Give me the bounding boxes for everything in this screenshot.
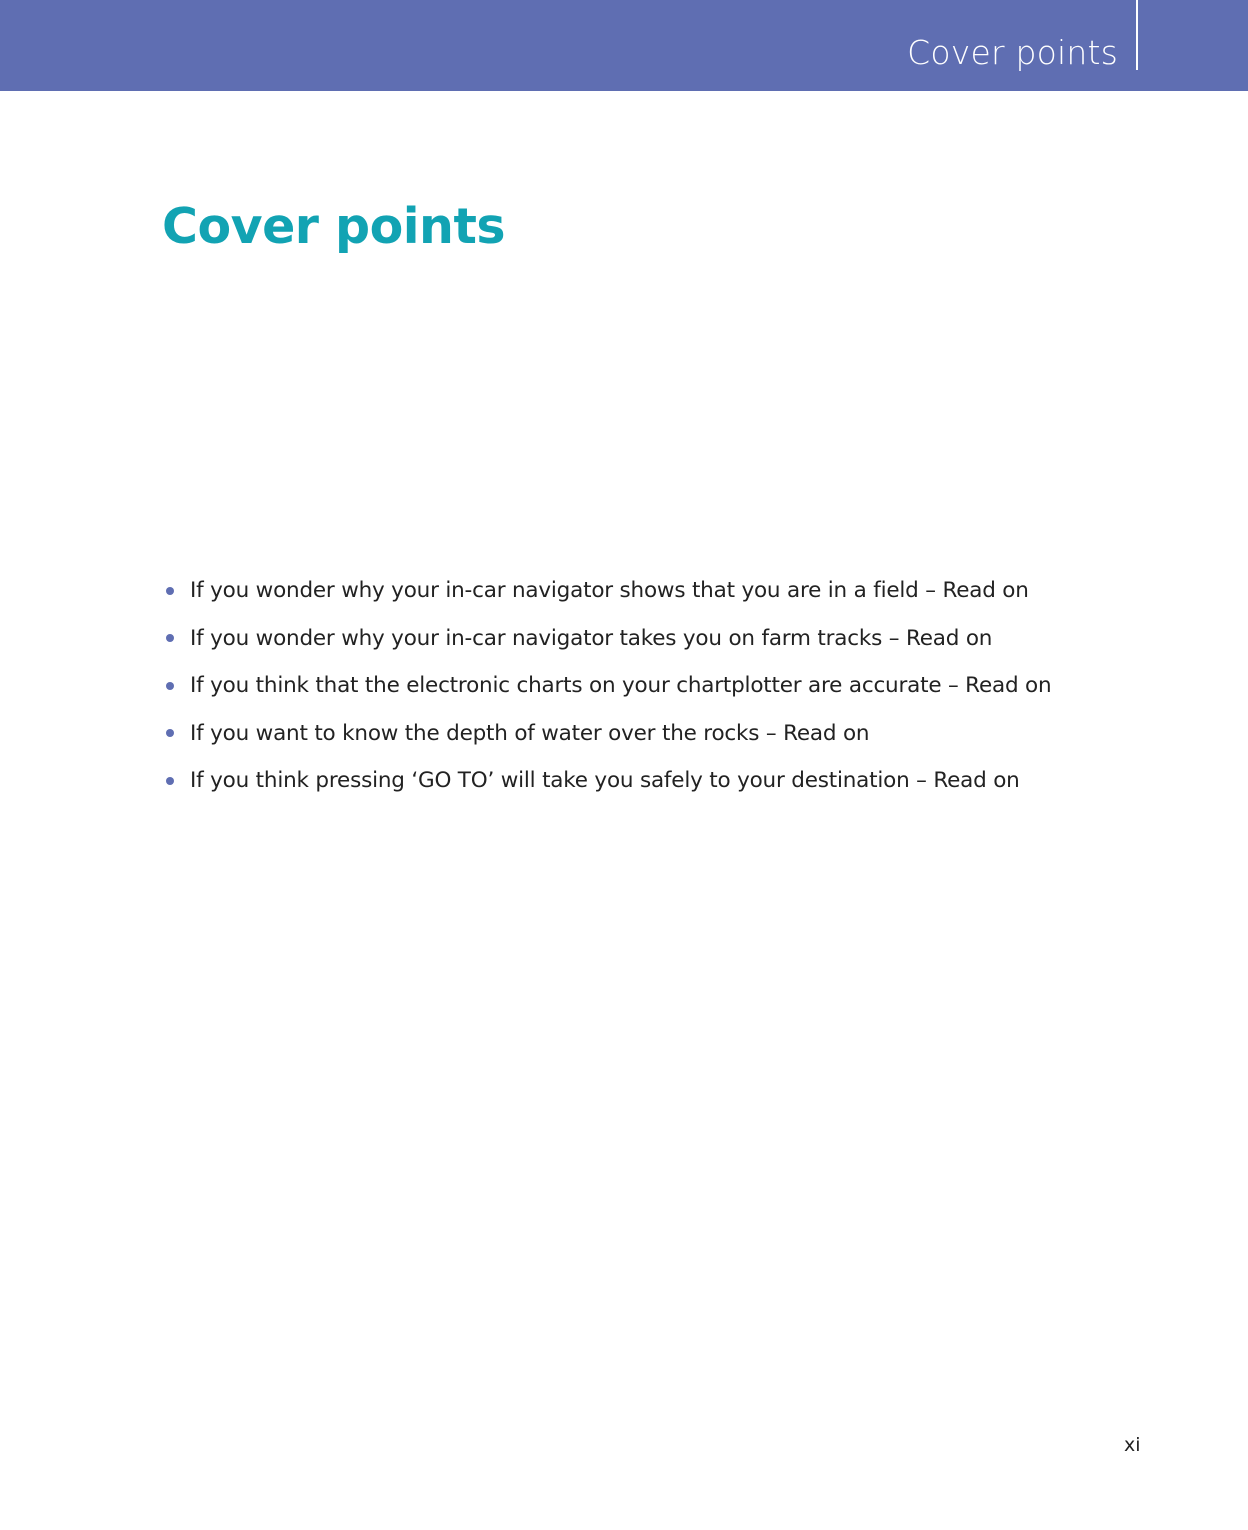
bullet-icon: [166, 777, 174, 785]
list-item-text: If you think that the electronic charts on your chartplotter are accurate – Read on: [190, 673, 1052, 699]
list-item: [166, 662, 1051, 710]
bullet-icon: [166, 682, 174, 690]
bullet-icon: [166, 634, 174, 642]
list-item-text: If you think pressing ‘GO TO’ will take you safely to your destination – Read on: [190, 768, 1020, 794]
page-number: xi: [1124, 1434, 1141, 1456]
list-item-text: If you wonder why your in-car navigator takes you on farm tracks – Read on: [190, 625, 993, 651]
header-band: [0, 0, 1248, 91]
list-item: [166, 615, 1051, 663]
bullet-icon: [166, 729, 174, 737]
list-item-text: If you wonder why your in-car navigator shows that you are in a field – Read on: [190, 578, 1029, 604]
cover-points-list: [166, 567, 1051, 805]
header-divider: [1136, 0, 1138, 70]
list-item: [166, 710, 1051, 758]
list-item: [166, 757, 1051, 805]
list-item-text: If you want to know the depth of water over the rocks – Read on: [190, 720, 870, 746]
bullet-icon: [166, 587, 174, 595]
list-item: [166, 567, 1051, 615]
running-head: Cover points: [907, 33, 1118, 72]
page-title: Cover points: [162, 198, 506, 255]
